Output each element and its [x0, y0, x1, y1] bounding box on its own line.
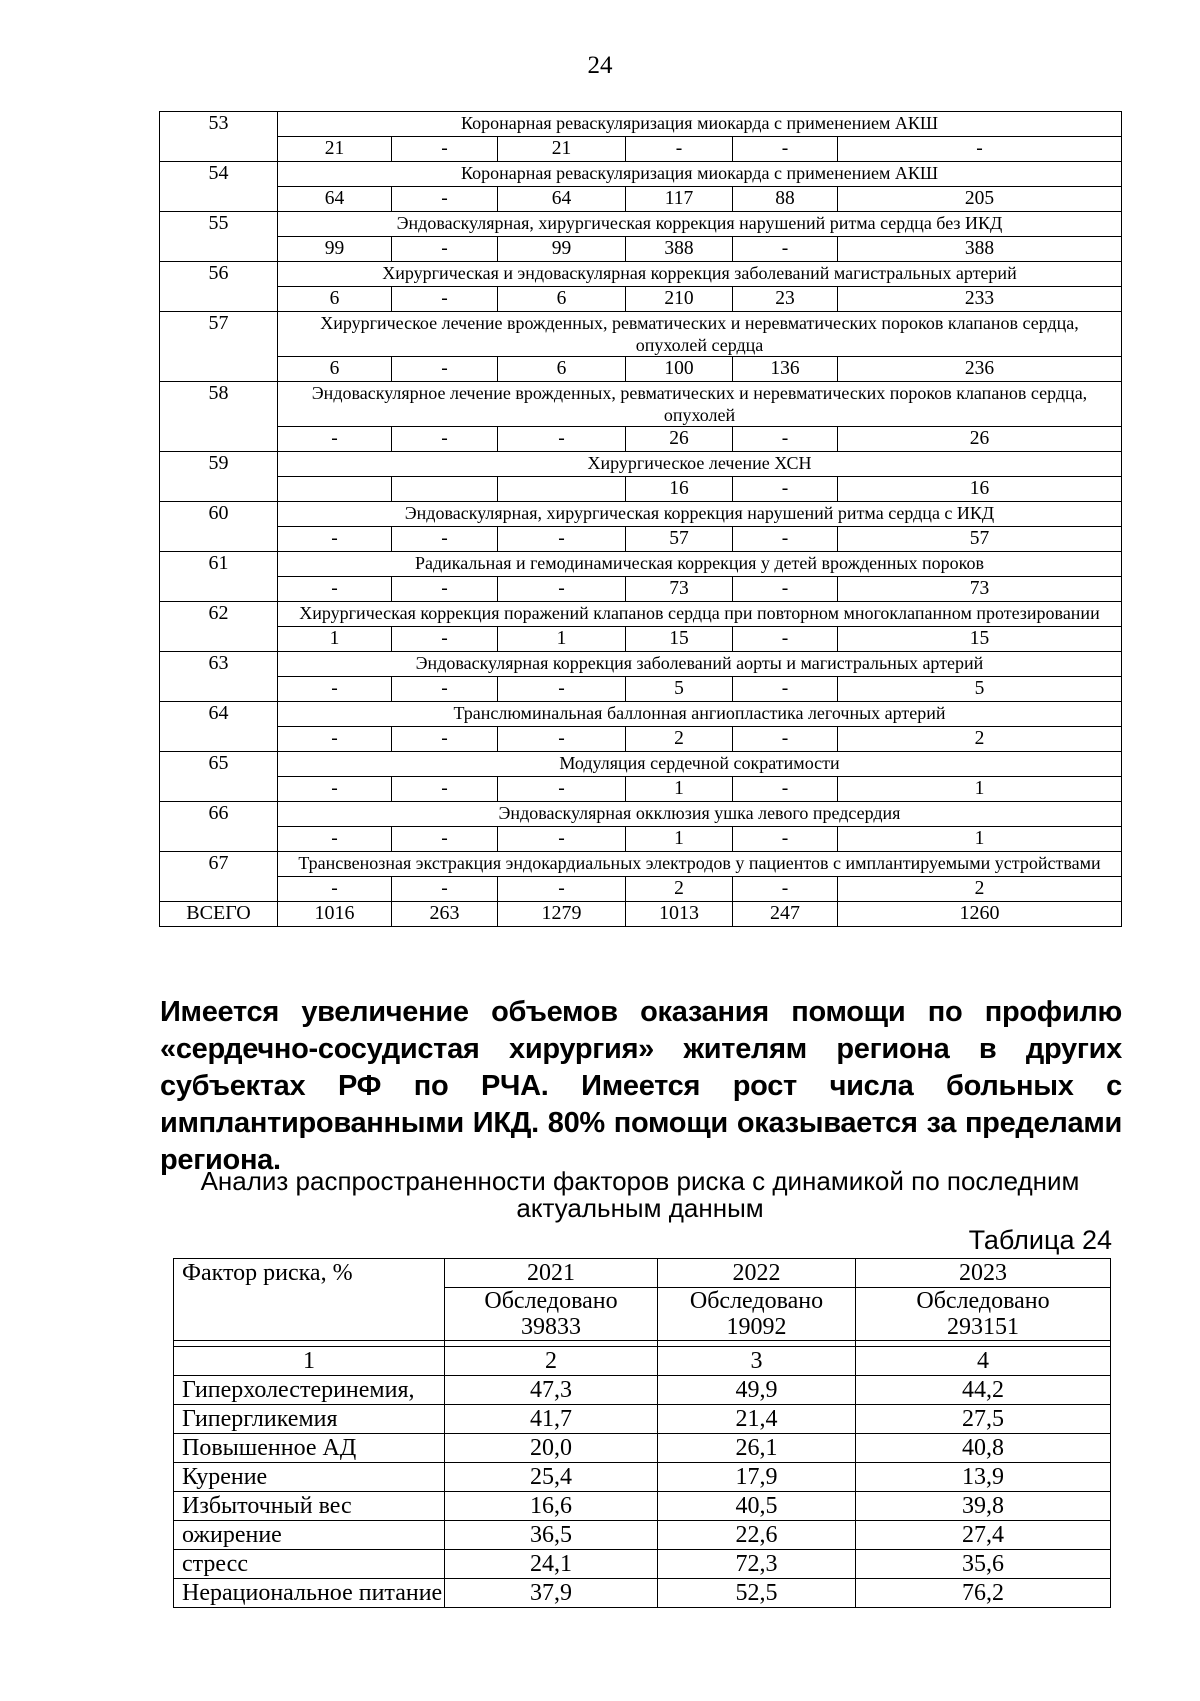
risk-factor-value: 37,9	[445, 1579, 658, 1608]
procedure-value: -	[733, 777, 838, 802]
procedure-values-row	[160, 427, 1122, 452]
procedure-title: Эндоваскулярная коррекция заболеваний аорты и магистральных артерий	[278, 652, 1122, 677]
risk-factor-value: 76,2	[856, 1579, 1111, 1608]
procedure-values-row	[160, 627, 1122, 652]
procedure-values-row	[160, 237, 1122, 262]
risk-factor-name: Курение	[174, 1463, 445, 1492]
risk-factor-value: 13,9	[856, 1463, 1111, 1492]
procedure-value: -	[278, 427, 392, 452]
risk-factor-row	[174, 1434, 1111, 1463]
procedure-value: -	[733, 627, 838, 652]
procedure-value: 205	[838, 187, 1122, 212]
procedure-value: -	[733, 427, 838, 452]
factor-header: Фактор риска, %	[174, 1259, 445, 1341]
procedure-value: 136	[733, 357, 838, 382]
procedure-value: 64	[278, 187, 392, 212]
column-number: 2	[445, 1347, 658, 1376]
procedure-title: Хирургическая коррекция поражений клапанов сердца при повторном многоклапанном протезировании	[278, 602, 1122, 627]
risk-factors-table	[173, 1258, 1111, 1608]
procedure-value: -	[278, 727, 392, 752]
risk-factor-value: 36,5	[445, 1521, 658, 1550]
examined-label: Обследовано	[916, 1288, 1050, 1314]
procedure-title-row	[160, 552, 1122, 577]
risk-factor-row	[174, 1376, 1111, 1405]
procedure-title: Хирургическое лечение врожденных, ревматических и неревматических пороков клапанов сердца, опухолей сердца	[278, 312, 1122, 357]
procedure-value: -	[733, 727, 838, 752]
procedure-value: -	[392, 357, 498, 382]
risk-factor-value: 24,1	[445, 1550, 658, 1579]
procedure-value: -	[278, 877, 392, 902]
risk-header-row	[174, 1259, 1111, 1288]
table-label: Таблица 24	[968, 1225, 1112, 1255]
procedure-title: Модуляция сердечной сократимости	[278, 752, 1122, 777]
year-header: 2021	[445, 1259, 658, 1288]
procedure-value: -	[392, 237, 498, 262]
risk-factor-row	[174, 1492, 1111, 1521]
procedure-value: 6	[278, 357, 392, 382]
procedure-value: 1	[498, 627, 626, 652]
procedure-value: -	[733, 527, 838, 552]
procedure-value: -	[733, 237, 838, 262]
procedure-value: 21	[498, 137, 626, 162]
procedure-title-row	[160, 212, 1122, 237]
procedure-value: 6	[278, 287, 392, 312]
procedure-title: Эндоваскулярное лечение врожденных, ревматических и неревматических пороков клапанов сердца, опухолей	[278, 382, 1122, 427]
procedure-value: -	[498, 427, 626, 452]
procedure-value: -	[498, 877, 626, 902]
risk-factor-row	[174, 1521, 1111, 1550]
examined-cell	[445, 1288, 658, 1341]
procedure-value: 5	[838, 677, 1122, 702]
procedure-value: 57	[626, 527, 733, 552]
procedure-value: 6	[498, 357, 626, 382]
total-value: 1260	[838, 902, 1122, 927]
procedure-value: 21	[278, 137, 392, 162]
procedure-value: -	[626, 137, 733, 162]
examined-count: 19092	[726, 1314, 787, 1340]
procedure-value: 26	[626, 427, 733, 452]
procedure-value: -	[392, 627, 498, 652]
risk-factor-value: 27,4	[856, 1521, 1111, 1550]
risk-factor-value: 35,6	[856, 1550, 1111, 1579]
procedure-value: -	[392, 427, 498, 452]
procedure-number: 66	[160, 802, 278, 852]
risk-factor-value: 41,7	[445, 1405, 658, 1434]
procedure-value: 117	[626, 187, 733, 212]
total-row	[160, 902, 1122, 927]
procedure-value: 15	[838, 627, 1122, 652]
section-heading	[140, 1168, 1140, 1222]
procedure-value: 1	[278, 627, 392, 652]
risk-factor-value: 39,8	[856, 1492, 1111, 1521]
procedure-value: 233	[838, 287, 1122, 312]
procedure-value: 64	[498, 187, 626, 212]
procedure-value: -	[278, 777, 392, 802]
risk-factor-name: Гиперхолестеринемия,	[174, 1376, 445, 1405]
procedure-title-row	[160, 312, 1122, 357]
procedure-value: 6	[498, 287, 626, 312]
risk-factor-value: 47,3	[445, 1376, 658, 1405]
procedure-value: -	[733, 877, 838, 902]
procedure-value: -	[392, 287, 498, 312]
procedure-title-row	[160, 382, 1122, 427]
procedure-value: 73	[838, 577, 1122, 602]
risk-factor-row	[174, 1405, 1111, 1434]
procedure-title: Хирургическое лечение ХСН	[278, 452, 1122, 477]
procedure-value: -	[278, 677, 392, 702]
procedure-value: -	[392, 527, 498, 552]
risk-factor-row	[174, 1463, 1111, 1492]
risk-factor-name: ожирение	[174, 1521, 445, 1550]
procedure-value: -	[278, 527, 392, 552]
page-number: 24	[587, 52, 613, 79]
risk-factor-value: 49,9	[658, 1376, 856, 1405]
risk-factor-value: 21,4	[658, 1405, 856, 1434]
procedure-value: 100	[626, 357, 733, 382]
procedure-number: 59	[160, 452, 278, 502]
procedure-title-row	[160, 852, 1122, 877]
procedure-values-row	[160, 877, 1122, 902]
procedure-value: 57	[838, 527, 1122, 552]
procedure-values-row	[160, 777, 1122, 802]
procedure-value: 16	[626, 477, 733, 502]
procedure-value: -	[498, 827, 626, 852]
procedures-table	[159, 111, 1122, 927]
procedure-number: 56	[160, 262, 278, 312]
procedure-title-row	[160, 162, 1122, 187]
risk-factor-value: 16,6	[445, 1492, 658, 1521]
procedure-value: -	[392, 577, 498, 602]
procedure-value: -	[392, 877, 498, 902]
procedure-value: -	[733, 477, 838, 502]
procedure-number: 55	[160, 212, 278, 262]
procedure-title-row	[160, 652, 1122, 677]
procedure-title: Радикальная и гемодинамическая коррекция у детей врожденных пороков	[278, 552, 1122, 577]
procedure-number: 58	[160, 382, 278, 452]
procedure-number: 53	[160, 112, 278, 162]
procedure-value: -	[498, 727, 626, 752]
procedure-value: 210	[626, 287, 733, 312]
procedure-value	[278, 477, 392, 502]
procedure-values-row	[160, 527, 1122, 552]
procedure-value: -	[498, 677, 626, 702]
procedure-value: -	[498, 577, 626, 602]
total-value: 1016	[278, 902, 392, 927]
column-number: 4	[856, 1347, 1111, 1376]
procedure-values-row	[160, 137, 1122, 162]
procedure-value: 388	[626, 237, 733, 262]
procedure-title: Эндоваскулярная, хирургическая коррекция нарушений ритма сердца с ИКД	[278, 502, 1122, 527]
total-value: 1279	[498, 902, 626, 927]
year-header: 2023	[856, 1259, 1111, 1288]
procedure-value: -	[733, 827, 838, 852]
procedure-title-row	[160, 452, 1122, 477]
procedure-number: 54	[160, 162, 278, 212]
procedure-value	[392, 477, 498, 502]
procedure-title: Эндоваскулярная, хирургическая коррекция нарушений ритма сердца без ИКД	[278, 212, 1122, 237]
procedure-value: 2	[626, 877, 733, 902]
procedure-values-row	[160, 477, 1122, 502]
procedure-title-row	[160, 262, 1122, 287]
procedure-value: -	[733, 137, 838, 162]
procedure-value: -	[278, 827, 392, 852]
procedure-value: 16	[838, 477, 1122, 502]
procedure-value: -	[733, 677, 838, 702]
risk-factor-value: 72,3	[658, 1550, 856, 1579]
procedure-title: Хирургическая и эндоваскулярная коррекция заболеваний магистральных артерий	[278, 262, 1122, 287]
section-heading-line1: Анализ распространенности факторов риска с динамикой по последним	[200, 1166, 1080, 1196]
risk-factor-value: 40,8	[856, 1434, 1111, 1463]
column-numbers-row	[174, 1347, 1111, 1376]
procedure-title-row	[160, 702, 1122, 727]
procedure-value: -	[392, 777, 498, 802]
procedure-value: 23	[733, 287, 838, 312]
total-label: ВСЕГО	[160, 902, 278, 927]
procedure-value	[498, 477, 626, 502]
examined-count: 293151	[947, 1314, 1019, 1340]
procedure-value: 388	[838, 237, 1122, 262]
procedure-title: Трансвенозная экстракция эндокардиальных электродов у пациентов с имплантируемыми устройствами	[278, 852, 1122, 877]
procedure-title: Коронарная реваскуляризация миокарда с применением АКШ	[278, 162, 1122, 187]
procedure-title-row	[160, 602, 1122, 627]
procedure-values-row	[160, 727, 1122, 752]
procedure-value: 5	[626, 677, 733, 702]
procedure-value: 1	[838, 777, 1122, 802]
column-number: 3	[658, 1347, 856, 1376]
procedure-value: 2	[838, 877, 1122, 902]
risk-factor-value: 17,9	[658, 1463, 856, 1492]
procedure-title-row	[160, 502, 1122, 527]
procedure-values-row	[160, 187, 1122, 212]
procedure-values-row	[160, 287, 1122, 312]
procedure-value: -	[392, 727, 498, 752]
procedure-value: 1	[838, 827, 1122, 852]
risk-factor-value: 52,5	[658, 1579, 856, 1608]
risk-factor-value: 26,1	[658, 1434, 856, 1463]
procedure-value: -	[733, 577, 838, 602]
procedure-number: 67	[160, 852, 278, 902]
procedure-values-row	[160, 827, 1122, 852]
procedure-value: -	[498, 527, 626, 552]
examined-count: 39833	[521, 1314, 581, 1340]
procedure-value: 88	[733, 187, 838, 212]
procedure-title: Эндоваскулярная окклюзия ушка левого предсердия	[278, 802, 1122, 827]
procedure-number: 62	[160, 602, 278, 652]
procedure-value: -	[392, 827, 498, 852]
procedure-value: 73	[626, 577, 733, 602]
procedure-number: 64	[160, 702, 278, 752]
procedure-values-row	[160, 577, 1122, 602]
procedure-value: 1	[626, 827, 733, 852]
examined-cell	[658, 1288, 856, 1341]
examined-label: Обследовано	[484, 1288, 618, 1314]
procedure-values-row	[160, 357, 1122, 382]
examined-cell	[856, 1288, 1111, 1341]
risk-factor-value: 25,4	[445, 1463, 658, 1492]
risk-factor-name: стресс	[174, 1550, 445, 1579]
total-value: 247	[733, 902, 838, 927]
examined-label: Обследовано	[689, 1288, 824, 1314]
risk-factor-value: 44,2	[856, 1376, 1111, 1405]
procedure-value: 99	[498, 237, 626, 262]
procedure-value: 99	[278, 237, 392, 262]
procedure-value: 2	[838, 727, 1122, 752]
year-header: 2022	[658, 1259, 856, 1288]
procedure-title-row	[160, 112, 1122, 137]
risk-factor-name: Повышенное АД	[174, 1434, 445, 1463]
risk-factor-row	[174, 1579, 1111, 1608]
procedure-value: 1	[626, 777, 733, 802]
procedure-value: 2	[626, 727, 733, 752]
procedure-value: 26	[838, 427, 1122, 452]
procedure-number: 61	[160, 552, 278, 602]
risk-factor-name: Нерациональное питание	[174, 1579, 445, 1608]
procedure-title: Коронарная реваскуляризация миокарда с применением АКШ	[278, 112, 1122, 137]
procedure-number: 60	[160, 502, 278, 552]
procedure-value: -	[392, 137, 498, 162]
column-number: 1	[174, 1347, 445, 1376]
section-heading-line2: актуальным данным	[516, 1193, 764, 1223]
risk-factor-name: Гипергликемия	[174, 1405, 445, 1434]
risk-factor-value: 27,5	[856, 1405, 1111, 1434]
procedure-title-row	[160, 752, 1122, 777]
risk-factor-value: 22,6	[658, 1521, 856, 1550]
procedure-value: -	[278, 577, 392, 602]
total-value: 1013	[626, 902, 733, 927]
procedure-title: Транслюминальная баллонная ангиопластика легочных артерий	[278, 702, 1122, 727]
procedure-value: -	[838, 137, 1122, 162]
procedure-value: -	[392, 187, 498, 212]
risk-factor-row	[174, 1550, 1111, 1579]
procedure-value: 15	[626, 627, 733, 652]
risk-factor-value: 40,5	[658, 1492, 856, 1521]
procedure-number: 57	[160, 312, 278, 382]
procedure-title-row	[160, 802, 1122, 827]
risk-factor-value: 20,0	[445, 1434, 658, 1463]
risk-factor-name: Избыточный вес	[174, 1492, 445, 1521]
procedure-number: 65	[160, 752, 278, 802]
procedure-values-row	[160, 677, 1122, 702]
procedure-value: 236	[838, 357, 1122, 382]
procedure-value: -	[498, 777, 626, 802]
procedure-number: 63	[160, 652, 278, 702]
procedure-value: -	[392, 677, 498, 702]
summary-paragraph: Имеется увеличение объемов оказания помощи по профилю «сердечно-сосудистая хирургия» жителям региона в других субъектах РФ по РЧА. Имеется рост числа больных с имплантированными ИКД. 80% помощи оказывается за пределами региона.	[160, 996, 1122, 1176]
total-value: 263	[392, 902, 498, 927]
